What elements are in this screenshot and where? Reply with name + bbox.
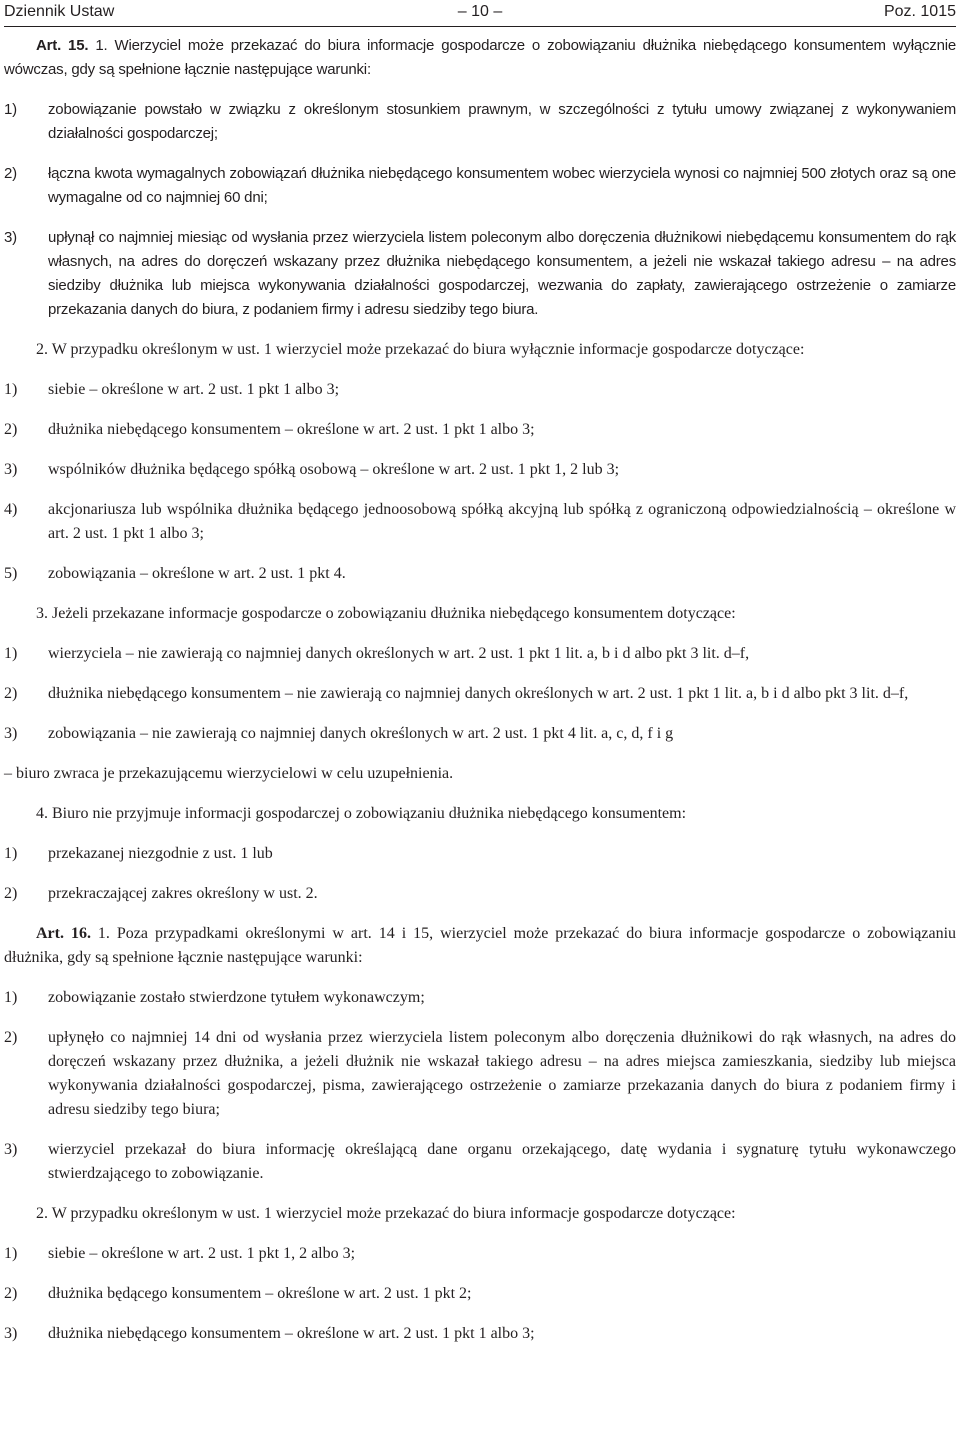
paragraph-text: 1. Poza przypadkami określonymi w art. 14 i 15, wierzyciel może przekazać do biura informacje gospodarcze o zobowiązaniu dłużnika, gdy są spełnione łącznie następujące warunki: — [4, 925, 957, 966]
item-text: wierzyciela – nie zawierają co najmniej danych określonych w art. 2 ust. 1 pkt 1 lit. a, b i d albo pkt 3 lit. d–f, — [48, 645, 750, 662]
item-number: 2) — [4, 421, 18, 438]
art16-ust1 — [4, 922, 956, 970]
list-item — [4, 418, 956, 442]
list-item — [4, 562, 956, 586]
item-text: łączna kwota wymagalnych zobowiązań dłużnika niebędącego konsumentem wobec wierzyciela wynosi co najmniej 500 złotych oraz są one wymagalne od co najmniej 60 dni; — [48, 165, 956, 206]
item-number: 4) — [4, 501, 18, 518]
item-number: 2) — [4, 165, 17, 182]
item-number: 3) — [4, 229, 17, 246]
item-text: akcjonariusza lub wspólnika dłużnika będącego jednoosobową spółką akcyjną lub spółką z ograniczoną odpowiedzialnością – określone w art. 2 ust. 1 pkt 1 albo 3; — [48, 501, 956, 542]
journal-title: Dziennik Ustaw — [4, 3, 115, 20]
item-number: 2) — [4, 685, 18, 702]
item-text: dłużnika będącego konsumentem – określone w art. 2 ust. 1 pkt 2; — [48, 1285, 472, 1302]
item-text: siebie – określone w art. 2 ust. 1 pkt 1, 2 albo 3; — [48, 1245, 356, 1262]
item-number: 3) — [4, 1141, 18, 1158]
item-text: wierzyciel przekazał do biura informację określającą dane organu orzekającego, datę wydania i sygnaturę tytułu wykonawczego stwierdzającego to zobowiązanie. — [48, 1141, 956, 1182]
item-text: dłużnika niebędącego konsumentem – określone w art. 2 ust. 1 pkt 1 albo 3; — [48, 1325, 535, 1342]
item-number: 3) — [4, 725, 18, 742]
list-item — [4, 722, 956, 746]
item-text: dłużnika niebędącego konsumentem – określone w art. 2 ust. 1 pkt 1 albo 3; — [48, 421, 535, 438]
item-text: przekraczającej zakres określony w ust. 2. — [48, 885, 318, 902]
item-number: 1) — [4, 645, 18, 662]
document-body — [4, 34, 956, 1346]
closing-clause: – biuro zwraca je przekazującemu wierzycielowi w celu uzupełnienia. — [4, 765, 454, 782]
art15-ust4: 4. Biuro nie przyjmuje informacji gospodarczej o zobowiązaniu dłużnika niebędącego konsumentem: — [36, 805, 687, 822]
item-number: 2) — [4, 1029, 18, 1046]
item-text: wspólników dłużnika będącego spółką osobową – określone w art. 2 ust. 1 pkt 1, 2 lub 3; — [48, 461, 620, 478]
item-number: 1) — [4, 381, 18, 398]
item-number: 1) — [4, 989, 18, 1006]
art15-ust3: 3. Jeżeli przekazane informacje gospodarcze o zobowiązaniu dłużnika niebędącego konsumentem dotyczące: — [36, 605, 736, 622]
item-number: 1) — [4, 845, 18, 862]
list-item — [4, 682, 956, 706]
list-item — [4, 162, 956, 210]
item-number: 1) — [4, 101, 17, 118]
art15-ust2: 2. W przypadku określonym w ust. 1 wierzyciel może przekazać do biura wyłącznie informacje gospodarcze dotyczące: — [36, 341, 805, 358]
item-text: przekazanej niezgodnie z ust. 1 lub — [48, 845, 273, 862]
item-text: zobowiązanie zostało stwierdzone tytułem wykonawczym; — [48, 989, 425, 1006]
list-item — [4, 1242, 956, 1266]
list-item — [4, 842, 956, 866]
list-item — [4, 1282, 956, 1306]
item-number: 2) — [4, 885, 18, 902]
item-text: dłużnika niebędącego konsumentem – nie zawierają co najmniej danych określonych w art. 2 ust. 1 pkt 1 lit. a, b i d albo pkt 3 lit. d–f, — [48, 685, 909, 702]
page-number: – 10 – — [457, 3, 503, 20]
item-text: zobowiązanie powstało w związku z określonym stosunkiem prawnym, w szczególności z tytułu umowy związanej z wykonywaniem działalności gospodarczej; — [48, 101, 956, 142]
item-text: zobowiązania – określone w art. 2 ust. 1 pkt 4. — [48, 565, 346, 582]
item-text: zobowiązania – nie zawierają co najmniej danych określonych w art. 2 ust. 1 pkt 4 lit. a, c, d, f i g — [48, 725, 674, 742]
position-number: Poz. 1015 — [883, 3, 956, 20]
list-item — [4, 642, 956, 666]
item-number: 3) — [4, 1325, 18, 1342]
list-item — [4, 1138, 956, 1186]
item-number: 1) — [4, 1245, 18, 1262]
list-item — [4, 378, 956, 402]
list-item — [4, 882, 956, 906]
list-item — [4, 986, 956, 1010]
list-item — [4, 226, 956, 322]
art15-ust1 — [4, 34, 956, 82]
art16-ust2: 2. W przypadku określonym w ust. 1 wierzyciel może przekazać do biura informacje gospodarcze dotyczące: — [36, 1205, 736, 1222]
page-header — [4, 0, 956, 27]
paragraph-text: Wierzyciel może przekazać do biura informacje gospodarcze o zobowiązaniu dłużnika niebędącego konsumentem wyłącznie wówczas, gdy są spełnione łącznie następujące warunki: — [4, 37, 957, 78]
item-text: siebie – określone w art. 2 ust. 1 pkt 1 albo 3; — [48, 381, 340, 398]
item-number: 3) — [4, 461, 18, 478]
article-label: Art. 15. — [36, 37, 89, 54]
list-item — [4, 498, 956, 546]
article-label: Art. 16. — [36, 925, 91, 942]
item-number: 5) — [4, 565, 18, 582]
list-item — [4, 98, 956, 146]
paragraph-number: 1. — [95, 37, 108, 54]
item-number: 2) — [4, 1285, 18, 1302]
list-item — [4, 1026, 956, 1122]
list-item — [4, 458, 956, 482]
item-text: upłynął co najmniej miesiąc od wysłania przez wierzyciela listem poleconym albo doręczenia dłużnikowi niebędącemu konsumentem do rąk własnych, na adres do doręczeń wskazany przez dłużnika niebędącego konsumentem, a jeżeli nie wskazał takiego adresu – na adres siedziby dłużnika lub miejsca wykonywania działalności gospodarczej, wezwania do zapłaty, zawierającego ostrzeżenie o zamiarze przekazania danych do biura, z podaniem firmy i adresu siedziby tego biura. — [48, 229, 956, 318]
item-text: upłynęło co najmniej 14 dni od wysłania przez wierzyciela listem poleconym albo doręczenia dłużnikowi do rąk własnych, na adres do doręczeń wskazany przez dłużnika, a jeżeli dłużnik nie wskazał takiego adresu – na adres miejsca zamieszkania, siedziby lub miejsca wykonywania działalności gospodarczej, pisma, zawierającego ostrzeżenie o zamiarze przekazania danych do biura z podaniem firmy i adresu siedziby tego biura; — [48, 1029, 956, 1118]
list-item — [4, 1322, 956, 1346]
